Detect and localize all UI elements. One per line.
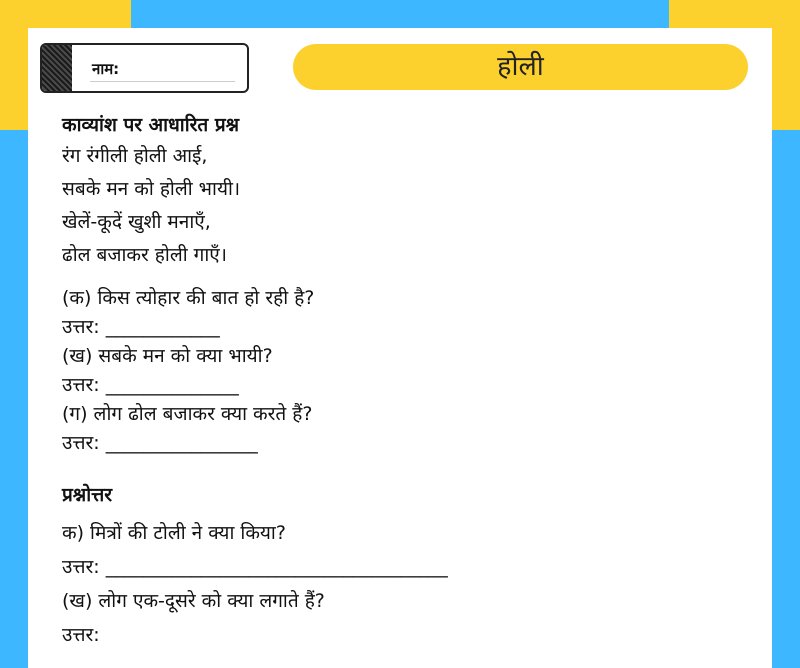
name-label: नाम: (92, 60, 120, 78)
question: (ख) लोग एक-दूसरे को क्या लगाते हैं? (62, 590, 325, 612)
worksheet-content (62, 110, 762, 652)
section2-heading: प्रश्नोत्तर (62, 484, 113, 506)
answer-blank[interactable]: उत्तर: ____________ (62, 316, 220, 338)
question: (ग) लोग ढोल बजाकर क्या करते हैं? (62, 403, 313, 425)
question: (ख) सबके मन को क्या भायी? (62, 345, 273, 367)
name-box[interactable] (40, 43, 249, 93)
poem-line: खेलें-कूदें खुशी मनाएँ, (62, 211, 211, 233)
question: क) मित्रों की टोली ने क्या किया? (62, 522, 286, 544)
worksheet-page (28, 28, 772, 668)
answer-blank[interactable]: उत्तर: (62, 624, 100, 646)
name-box-stripe (42, 45, 72, 91)
poem-line: रंग रंगीली होली आई, (62, 145, 208, 167)
section1-heading: काव्यांश पर आधारित प्रश्न (62, 114, 240, 136)
answer-blank[interactable]: उत्तर: ______________ (62, 374, 239, 396)
worksheet-title: होली (293, 44, 748, 90)
poem-line: सबके मन को होली भायी। (62, 178, 241, 200)
name-line (90, 81, 235, 82)
poem-line: ढोल बजाकर होली गाएँ। (62, 244, 227, 266)
answer-blank[interactable]: उत्तर: ________________ (62, 432, 258, 454)
question: (क) किस त्योहार की बात हो रही है? (62, 287, 315, 309)
answer-blank[interactable]: उत्तर: ____________________________________ (62, 556, 448, 578)
